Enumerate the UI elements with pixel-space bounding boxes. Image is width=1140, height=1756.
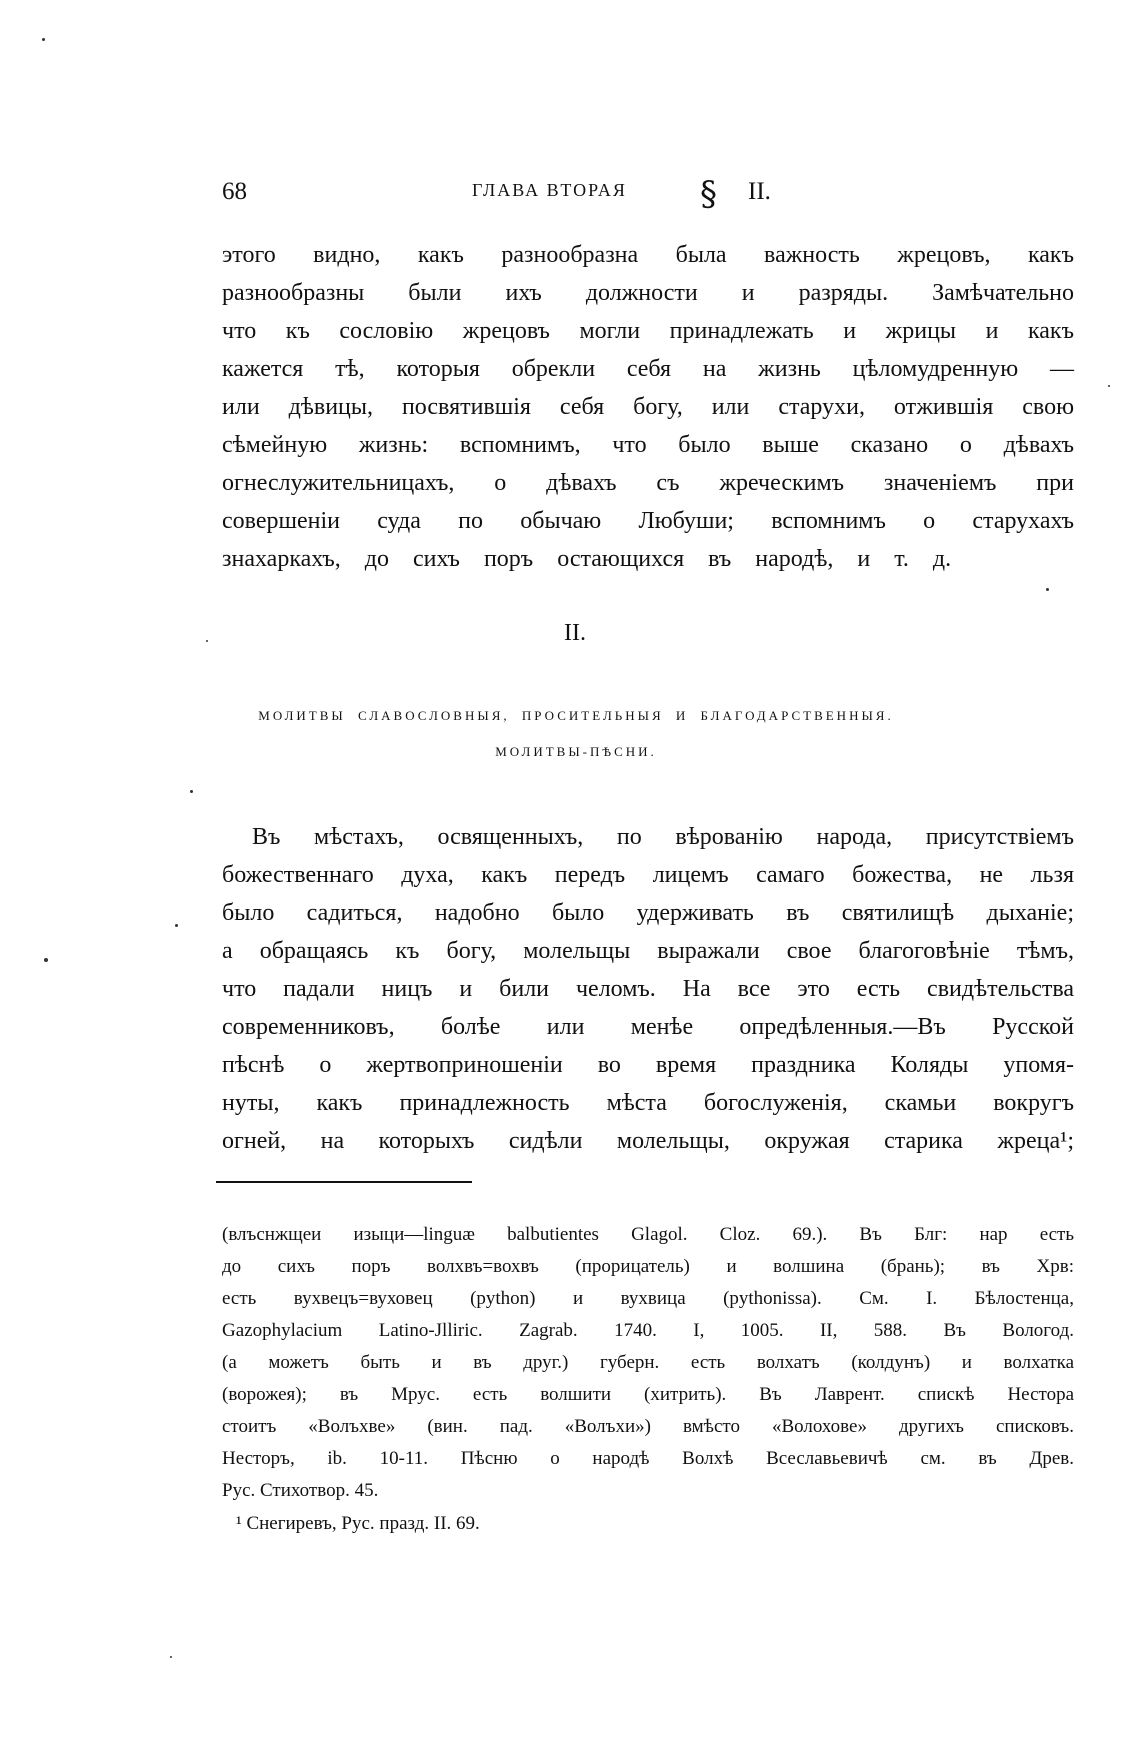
text-line: пѣснѣ о жертвоприношеніи во время праздника Коляды упомя- — [222, 1052, 1074, 1078]
text-line: огней, на которыхъ сидѣли молельщы, окружая старика жреца¹; — [222, 1128, 1074, 1154]
text-line: что къ сословію жрецовъ могли принадлежать и жрицы и какъ — [222, 318, 1074, 344]
footnotes — [222, 1219, 1074, 1507]
body-text-main — [222, 818, 1074, 1160]
footnote-line: до сихъ поръ волхвъ=вохвъ (прорицатель) и волшина (брань); въ Хрв: — [222, 1256, 1074, 1277]
footnote-line: (ворожея); въ Мрус. есть волшити (хитрить). Въ Лаврент. спискѣ Нестора — [222, 1384, 1074, 1405]
text-line: сѣмейную жизнь: вспомнимъ, что было выше сказано о дѣвахъ — [222, 432, 1074, 458]
section-sign: § — [700, 174, 717, 214]
footnote-line: Gazophylacium Latino-Jlliric. Zagrab. 1740. I, 1005. II, 588. Въ Вологод. — [222, 1320, 1074, 1341]
text-line: огнеслужительницахъ, о дѣвахъ съ жреческимъ значеніемъ при — [222, 470, 1074, 496]
section-title: МОЛИТВЫ СЛАВОСЛОВНЫЯ, ПРОСИТЕЛЬНЫЯ И БЛАГОДАРСТВЕННЫЯ. — [258, 708, 894, 723]
scan-speck — [44, 958, 48, 962]
text-line: знахаркахъ, до сихъ поръ остающихся въ народѣ, и т. д. — [222, 546, 952, 572]
text-line: кажется тѣ, которыя обрекли себя на жизнь цѣломудренную — — [222, 356, 1074, 382]
text-line: Въ мѣстахъ, освященныхъ, по вѣрованію народа, присутствіемъ — [252, 824, 1074, 850]
header-section-numeral: II. — [748, 178, 771, 205]
scan-speck — [170, 1656, 172, 1658]
text-line: нуты, какъ принадлежность мѣста богослуженія, скамьи вокругъ — [222, 1090, 1074, 1116]
footnote-line: (влъснжщеи изыци—linguæ balbutientes Glagol. Cloz. 69.). Въ Блг: нар есть — [222, 1224, 1074, 1245]
footnote-line: (а можетъ быть и въ друг.) губерн. есть волхатъ (колдунъ) и волхатка — [222, 1352, 1074, 1373]
text-line: современниковъ, болѣе или менѣе опредѣленныя.—Въ Русской — [222, 1014, 1074, 1040]
text-line: этого видно, какъ разнообразна была важность жрецовъ, какъ — [222, 242, 1074, 268]
text-line: что падали ницъ и били челомъ. На все это есть свидѣтельства — [222, 976, 1074, 1002]
text-line: или дѣвицы, посвятившія себя богу, или старухи, отжившія свою — [222, 394, 1074, 420]
footnote-line: стоитъ «Волъхве» (вин. пад. «Волъхи») вмѣсто «Волохове» другихъ списковъ. — [222, 1416, 1074, 1437]
footnote-line: есть вухвецъ=вуховец (python) и вухвица (pythonissa). См. I. Бѣлостенца, — [222, 1288, 1074, 1309]
text-line: божественнаго духа, какъ передъ лицемъ самаго божества, не льзя — [222, 862, 1074, 888]
scan-speck — [1108, 385, 1110, 387]
page-header — [222, 174, 792, 214]
scan-speck — [42, 38, 45, 41]
page-number: 68 — [222, 178, 247, 205]
text-line: было садиться, надобно было удерживать въ святилищѣ дыханіе; — [222, 900, 1074, 926]
footnote-separator — [216, 1181, 472, 1183]
scan-speck — [1046, 588, 1049, 591]
section-numeral: II. — [564, 620, 586, 646]
text-line: совершеніи суда по обычаю Любуши; вспомнимъ о старухахъ — [222, 508, 1074, 534]
footnote-1: ¹ Снегиревъ, Рус. празд. II. 69. — [236, 1513, 480, 1534]
body-text-top — [222, 236, 1074, 578]
footnote-line: Рус. Стихотвор. 45. — [222, 1480, 379, 1501]
footnote-line: Несторъ, ib. 10-11. Пѣсню о народѣ Волхѣ Всеславьевичѣ см. въ Древ. — [222, 1448, 1074, 1469]
scan-speck — [206, 640, 208, 642]
scan-speck — [190, 790, 193, 793]
text-line: а обращаясь къ богу, молельщы выражали свое благоговѣніе тѣмъ, — [222, 938, 1074, 964]
scan-speck — [175, 924, 178, 927]
section-subtitle: МОЛИТВЫ-ПѢСНИ. — [495, 744, 657, 759]
running-head: ГЛАВА ВТОРАЯ — [472, 180, 627, 200]
text-line: разнообразны были ихъ должности и разряды. Замѣчательно — [222, 280, 1074, 306]
